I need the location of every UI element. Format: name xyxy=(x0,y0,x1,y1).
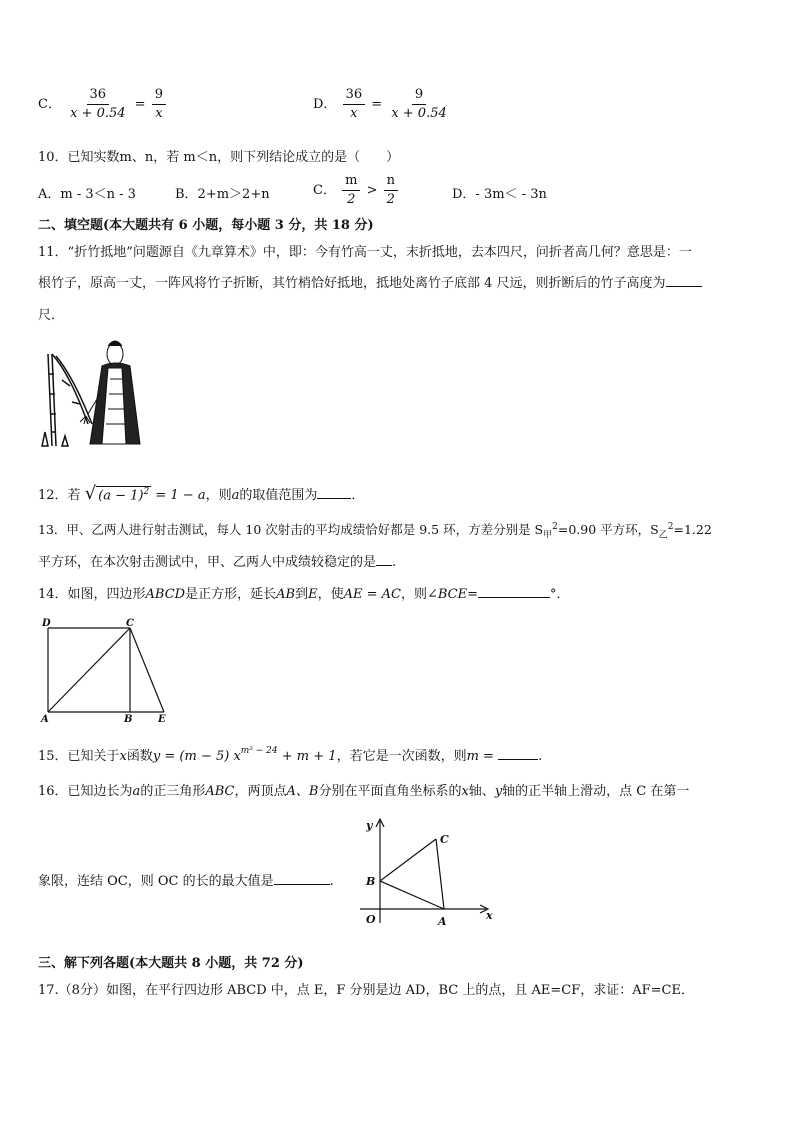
fraction: $\frac{m}{2}$ xyxy=(342,172,360,209)
fraction: $\frac{36}{x}$ xyxy=(343,86,366,123)
answer-blank xyxy=(666,272,702,287)
q16-line1: 16．已知边长为a的正三角形ABC，两顶点A、B分别在平面直角坐标系的x轴、y轴的正半轴上滑动，点 C 在第一 xyxy=(38,784,690,799)
sqrt-sign: √ xyxy=(84,483,97,504)
label-d: D xyxy=(42,618,51,629)
answer-blank xyxy=(376,551,392,566)
q9-option-d: D． $\frac{36}{x}$ = $\frac{9}{x + 0.54}$ xyxy=(313,86,452,123)
label-c: C xyxy=(126,618,134,629)
q10-option-c: C． $\frac{m}{2}$ > $\frac{n}{2}$ xyxy=(313,172,400,209)
q11-line3: 尺． xyxy=(38,308,65,323)
q14: 14．如图，四边形ABCD是正方形，延长AB到E，使AE = AC，则∠BCE= °． xyxy=(38,583,570,602)
q13-line2: 平方环，在本次射击测试中，甲、乙两人中成绩较稳定的是 . xyxy=(38,551,396,570)
section-heading: 二、填空题(本大题共有 6 小题，每小题 3 分，共 18 分) xyxy=(38,218,374,233)
label-o: O xyxy=(366,913,376,926)
option-label: C． xyxy=(38,97,61,112)
q10-stem: 10．已知实数m、n，若 m＜n，则下列结论成立的是（ ） xyxy=(38,150,400,165)
q10-option-a: A．m - 3＜n - 3 xyxy=(38,187,136,202)
section-heading: 三、解下列各题(本大题共 8 小题，共 72 分) xyxy=(38,956,304,971)
fraction: $\frac{9}{x + 0.54}$ xyxy=(391,87,447,121)
sqrt-radicand: $(a - 1)^2$ xyxy=(98,486,150,503)
answer-blank xyxy=(498,745,538,760)
label-b: B xyxy=(124,714,133,725)
label-a: A xyxy=(41,714,49,725)
label-a: A xyxy=(438,915,447,928)
fraction: $\frac{n}{2}$ xyxy=(384,172,398,209)
q11-line2: 根竹子，原高一丈，一阵风将竹子折断，其竹梢恰好抵地，抵地处离竹子底部 4 尺远，则折断后的竹子高度为 xyxy=(38,272,702,291)
q13-line1: 13．甲、乙两人进行射击测试，每人 10 次射击的平均成绩恰好都是 9.5 环，方差分别是 $S_甲^2=0.90$ 平方环，$S_乙^2=1.22$ xyxy=(38,521,712,541)
answer-blank xyxy=(274,870,330,885)
bamboo-illustration xyxy=(40,334,152,456)
axis-label-x: x xyxy=(486,909,493,922)
q17: 17.（8分）如图，在平行四边形 ABCD 中，点 E，F 分别是边 AD，BC 上的点，且 AE=CF，求证：AF=CE． xyxy=(38,983,694,998)
option-label: D． xyxy=(313,97,337,112)
q16-line2: 象限，连结 OC，则 OC 的长的最大值是 . xyxy=(38,870,334,889)
q10-option-d: D．- 3m＜ - 3n xyxy=(452,187,547,202)
q10-option-b: B．2+m＞2+n xyxy=(175,187,270,202)
fraction: $\frac{36}{x + 0.54}$ xyxy=(70,87,126,121)
fraction: $\frac{9}{x}$ xyxy=(152,86,166,123)
label-c: C xyxy=(440,833,449,846)
answer-blank xyxy=(317,484,351,499)
coordinate-figure xyxy=(358,815,498,930)
label-e: E xyxy=(158,714,166,725)
square-figure xyxy=(36,618,176,728)
label-b: B xyxy=(366,875,376,888)
q12: 12．若 √ $(a - 1)^2 = 1 - a$，则a的取值范围为 ． xyxy=(38,483,365,504)
q15: 15．已知关于x函数y = (m − 5) $x^{m^2 - 24} + m + 1$，若它是一次函数，则m = . xyxy=(38,745,543,764)
axis-label-y: y xyxy=(366,819,373,832)
answer-blank xyxy=(478,583,550,598)
q9-option-c: C． $\frac{36}{x + 0.54}$ = $\frac{9}{x}$ xyxy=(38,86,168,123)
q11-line1: 11．“折竹抵地”问题源自《九章算术》中，即：今有竹高一丈，末折抵地，去本四尺，问折者高几何？意思是：一 xyxy=(38,245,692,260)
